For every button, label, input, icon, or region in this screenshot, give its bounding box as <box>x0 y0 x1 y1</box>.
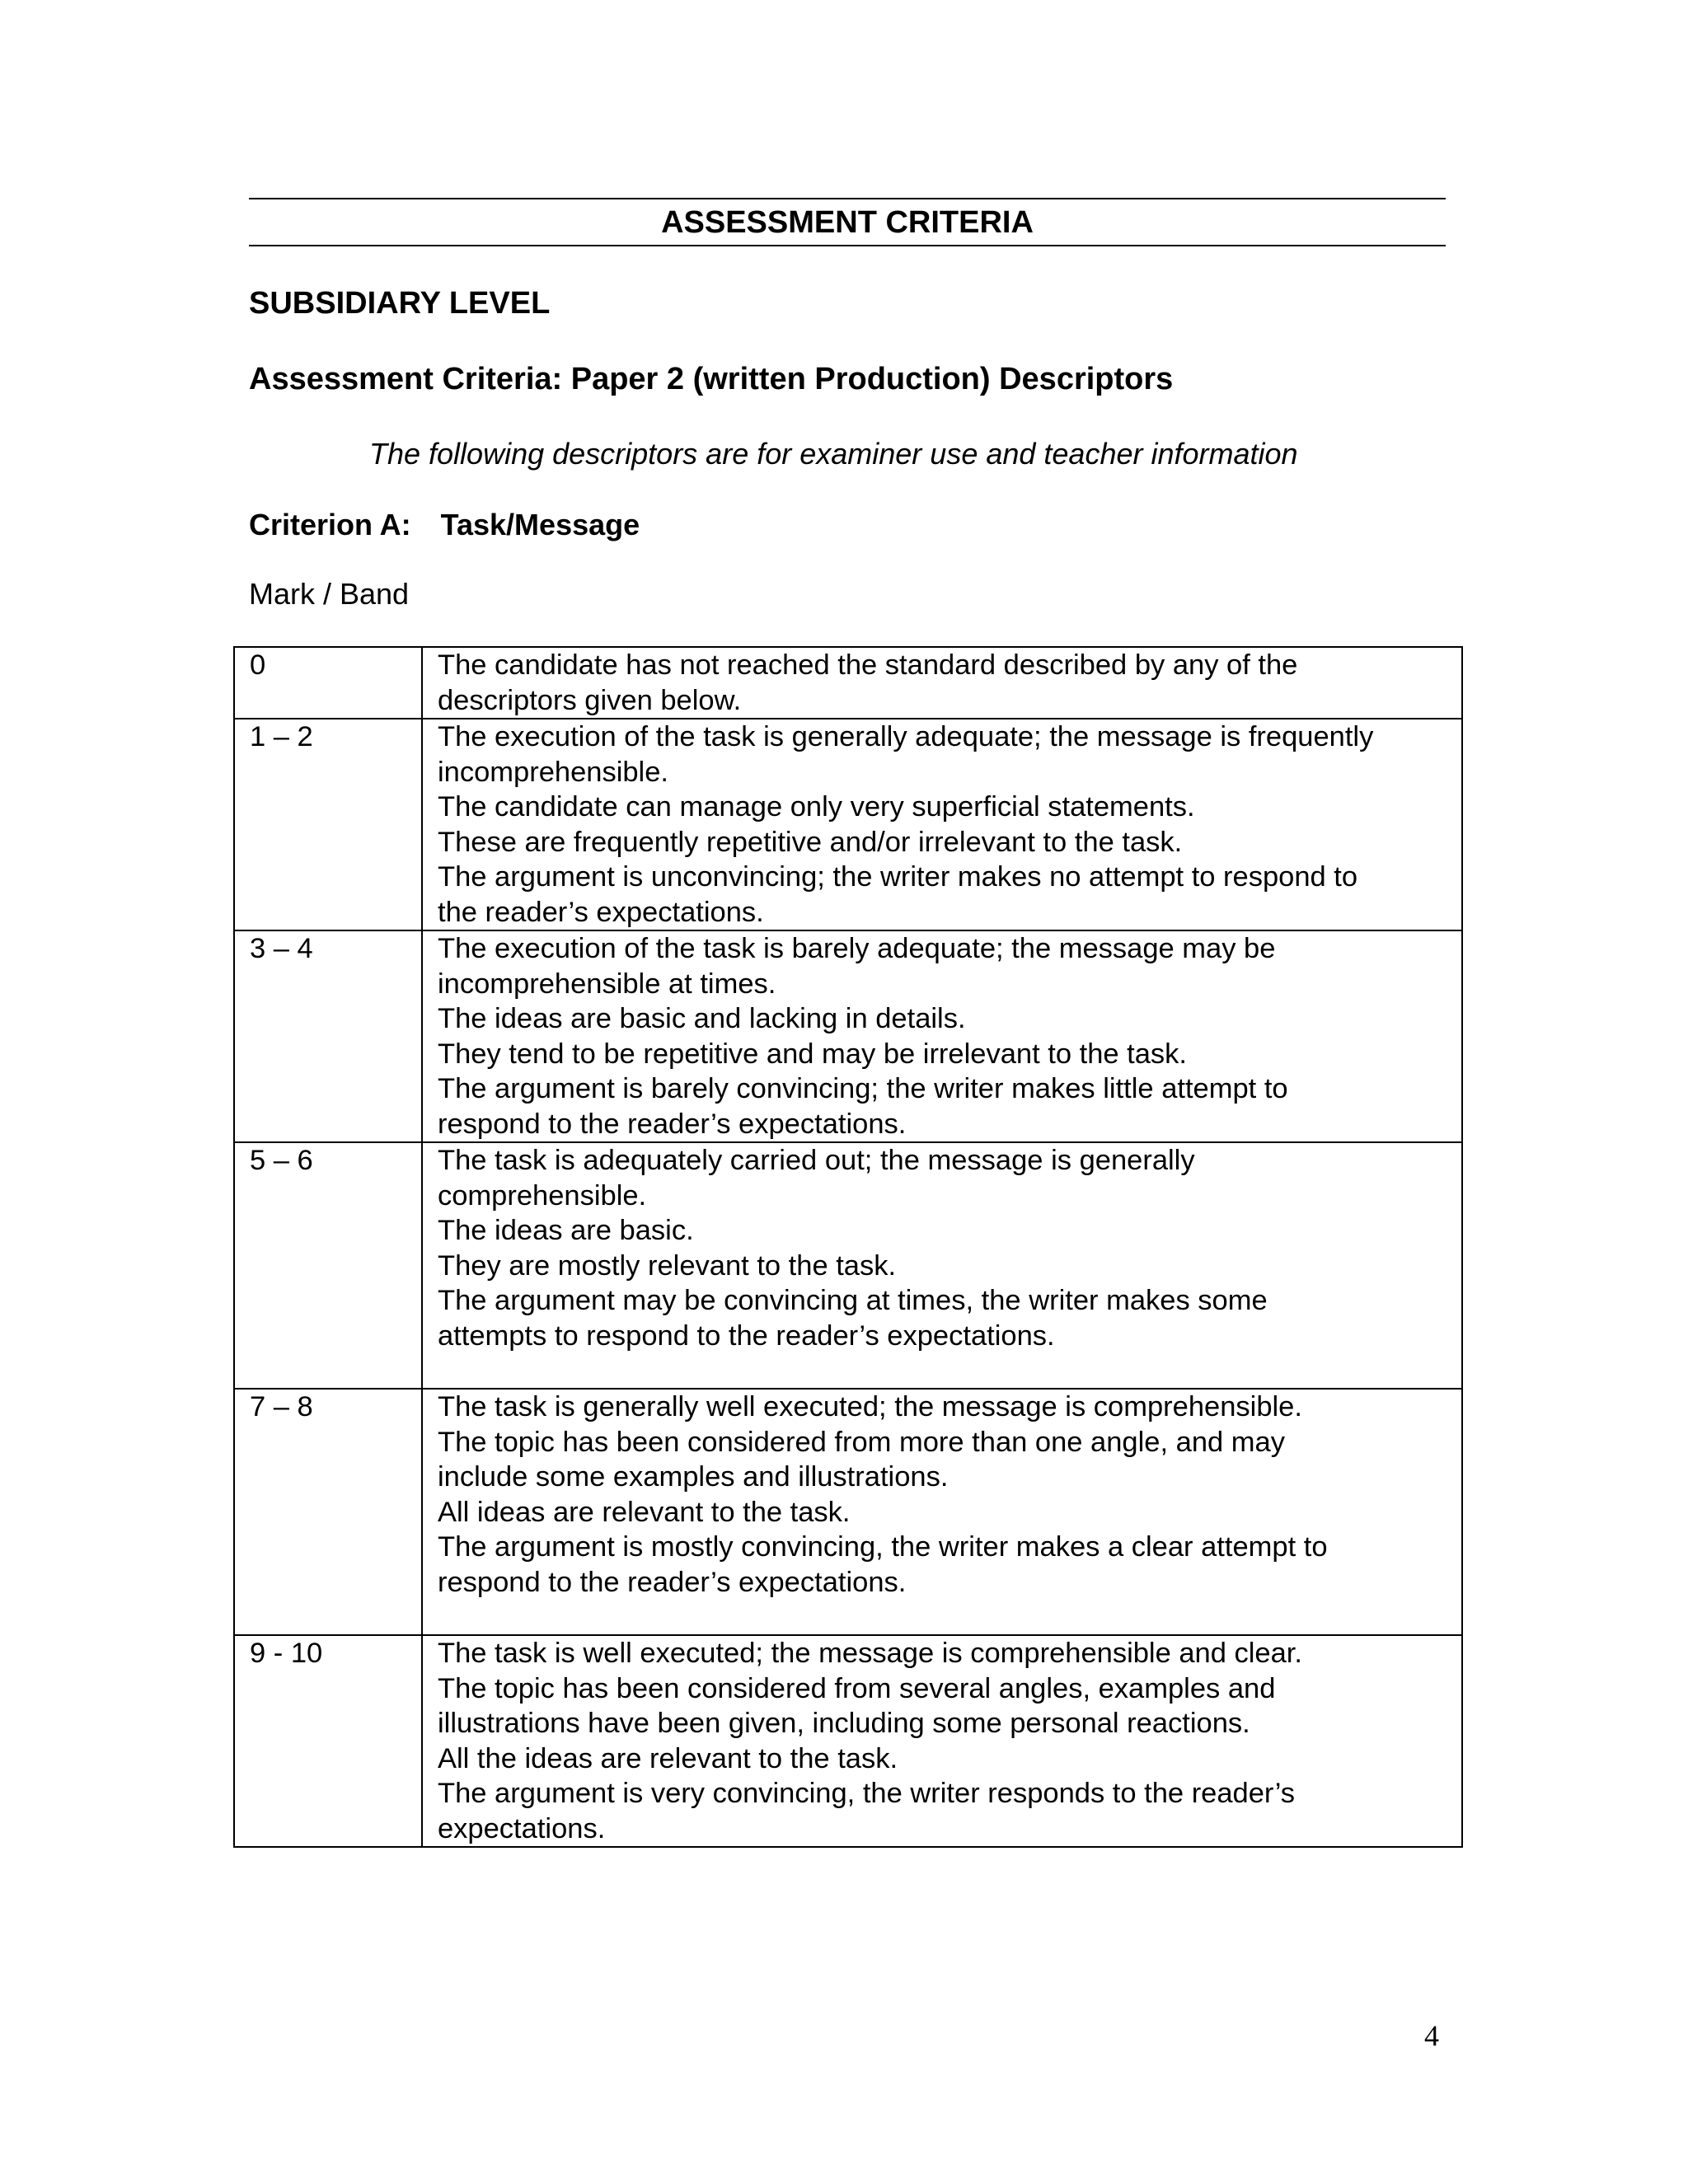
descriptor-line: The ideas are basic and lacking in details. <box>438 1003 966 1034</box>
descriptor-cell <box>422 1389 1462 1635</box>
intro-text: The following descriptors are for examiner use and teacher information <box>369 437 1298 471</box>
table-row <box>234 1635 1462 1847</box>
page-number: 4 <box>1424 2019 1439 2052</box>
descriptor-line: They are mostly relevant to the task. <box>438 1249 897 1282</box>
title-bottom-rule <box>249 245 1446 246</box>
descriptor-cell <box>422 647 1462 719</box>
descriptor-line: respond to the reader’s expectations. <box>438 1108 907 1140</box>
descriptor-line: The candidate has not reached the standard described by any of the <box>438 649 1298 681</box>
descriptor-line: The task is generally well executed; the message is comprehensible. <box>438 1391 1302 1422</box>
descriptor-line: include some examples and illustrations. <box>438 1461 949 1493</box>
mark-cell: 5 – 6 <box>234 1142 422 1389</box>
level-heading: SUBSIDIARY LEVEL <box>249 286 551 321</box>
descriptor-line: illustrations have been given, including some personal reactions. <box>438 1708 1250 1739</box>
table-row <box>234 1142 1462 1389</box>
descriptor-line: The execution of the task is generally adequate; the message is frequently <box>438 721 1374 752</box>
descriptor-line: They tend to be repetitive and may be irrelevant to the task. <box>438 1038 1188 1070</box>
descriptor-line: expectations. <box>438 1812 606 1844</box>
descriptor-line: The candidate can manage only very superficial statements. <box>438 791 1195 823</box>
descriptor-cell <box>422 1142 1462 1389</box>
descriptors-table <box>233 646 1463 1848</box>
descriptor-line: attempts to respond to the reader’s expectations. <box>438 1319 1055 1352</box>
descriptor-line: The argument is unconvincing; the writer makes no attempt to respond to <box>438 861 1358 893</box>
mark-cell: 3 – 4 <box>234 930 422 1142</box>
mark-cell: 1 – 2 <box>234 719 422 930</box>
table-row <box>234 1389 1462 1635</box>
descriptor-line: descriptors given below. <box>438 684 742 716</box>
descriptor-line: the reader’s expectations. <box>438 896 764 928</box>
descriptor-line: incomprehensible at times. <box>438 968 776 1000</box>
descriptor-line: The argument is mostly convincing, the writer makes a clear attempt to <box>438 1531 1328 1563</box>
criterion-name: Task/Message <box>440 508 640 541</box>
descriptor-line: The argument may be convincing at times, the writer makes some <box>438 1285 1268 1316</box>
descriptor-line: The execution of the task is barely adequate; the message may be <box>438 933 1276 964</box>
descriptor-line: The task is adequately carried out; the message is generally <box>438 1145 1195 1176</box>
page-title: ASSESSMENT CRITERIA <box>661 205 1034 240</box>
mark-cell: 9 - 10 <box>234 1635 422 1847</box>
descriptor-line: The ideas are basic. <box>438 1215 694 1246</box>
mark-cell: 7 – 8 <box>234 1389 422 1635</box>
criterion-heading <box>249 506 640 544</box>
descriptor-line: The argument is barely convincing; the writer makes little attempt to <box>438 1073 1288 1104</box>
descriptor-cell <box>422 719 1462 930</box>
criterion-label: Criterion A: <box>249 508 411 541</box>
descriptor-cell <box>422 1635 1462 1847</box>
descriptor-line: All the ideas are relevant to the task. <box>438 1742 898 1774</box>
mark-cell: 0 <box>234 647 422 719</box>
descriptor-line: The topic has been considered from more than one angle, and may <box>438 1426 1285 1458</box>
table-row <box>234 930 1462 1142</box>
paper-heading: Assessment Criteria: Paper 2 (written Production) Descriptors <box>249 362 1174 396</box>
descriptor-line: The argument is very convincing, the writer responds to the reader’s <box>438 1778 1295 1809</box>
descriptor-line: These are frequently repetitive and/or irrelevant to the task. <box>438 826 1183 858</box>
descriptor-line: respond to the reader’s expectations. <box>438 1566 907 1598</box>
descriptor-line: The task is well executed; the message is comprehensible and clear. <box>438 1638 1302 1669</box>
table-row <box>234 647 1462 719</box>
title-top-rule <box>249 198 1446 199</box>
table-row <box>234 719 1462 930</box>
descriptor-line: All ideas are relevant to the task. <box>438 1496 851 1528</box>
descriptor-line: incomprehensible. <box>438 756 668 788</box>
descriptor-cell <box>422 930 1462 1142</box>
mark-band-label: Mark / Band <box>249 577 410 611</box>
descriptor-line: The topic has been considered from several angles, examples and <box>438 1672 1276 1704</box>
descriptor-line: comprehensible. <box>438 1179 647 1212</box>
